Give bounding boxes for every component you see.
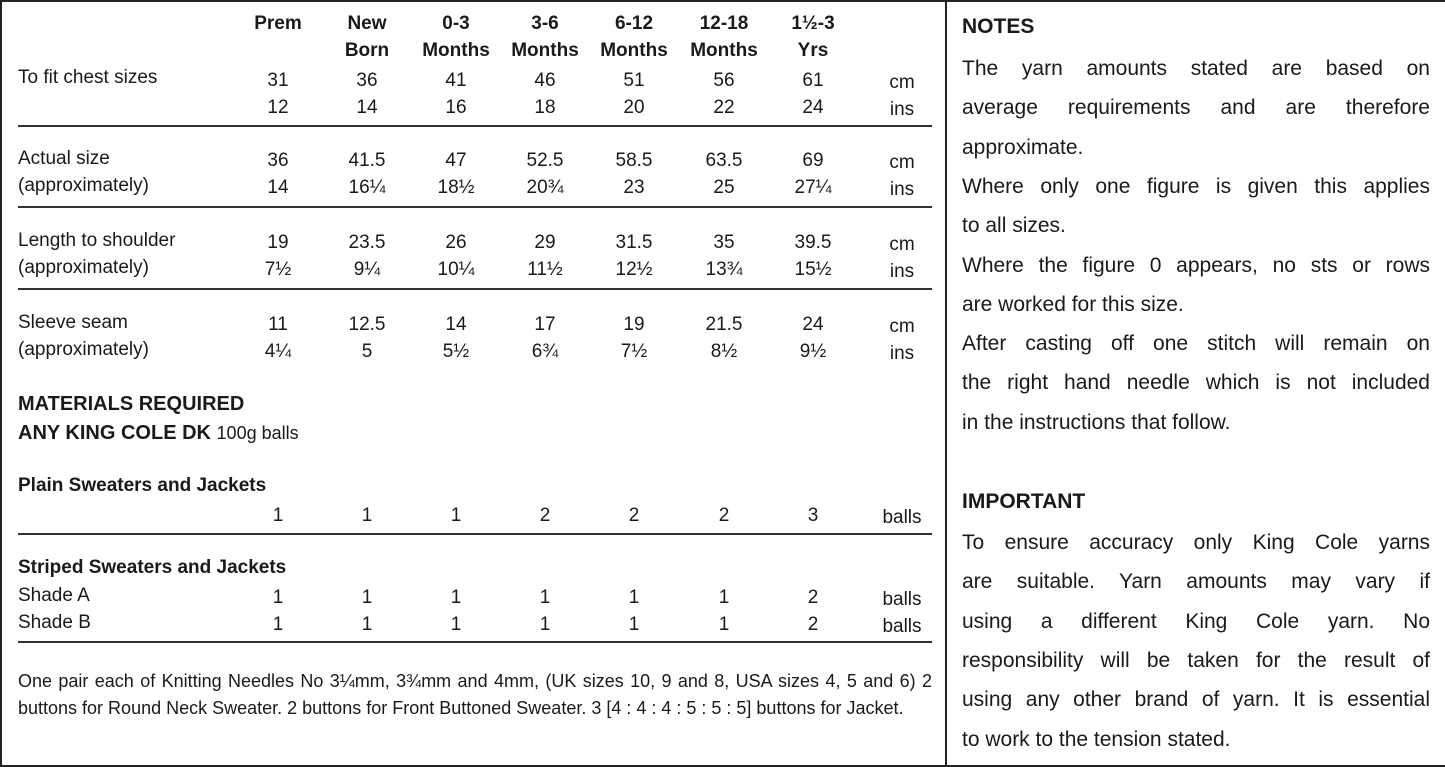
row-divider <box>18 288 932 290</box>
plain-heading: Plain Sweaters and Jackets <box>18 475 267 496</box>
plain-balls: 1 <box>361 505 373 526</box>
cell-ins: 18 <box>534 97 556 118</box>
shade-a-balls: 1 <box>450 587 462 608</box>
unit-cm: cm <box>889 316 915 337</box>
cell-cm: 46 <box>534 70 556 91</box>
cell-ins: 12½ <box>615 259 653 280</box>
cell-cm: 24 <box>802 314 824 335</box>
notes-line: Where the figure 0 appears, no sts or rows <box>962 253 1430 277</box>
cell-ins: 23 <box>623 177 645 198</box>
plain-balls: 2 <box>718 505 730 526</box>
cell-ins: 25 <box>713 177 735 198</box>
size-header-sub: Months <box>690 40 758 61</box>
cell-ins: 18½ <box>437 177 475 198</box>
unit-cm: cm <box>889 152 915 173</box>
cell-cm: 63.5 <box>705 150 743 171</box>
important-line: responsibility will be taken for the result of <box>962 648 1430 672</box>
cell-ins: 13¾ <box>705 259 743 280</box>
plain-balls: 2 <box>628 505 640 526</box>
cell-cm: 19 <box>267 232 289 253</box>
cell-cm: 17 <box>534 314 556 335</box>
cell-ins: 4¼ <box>264 341 292 362</box>
row-label: Sleeve seam <box>18 312 128 333</box>
row-label-sub: (approximately) <box>18 175 149 196</box>
frame-top <box>0 0 1445 2</box>
cell-ins: 20¾ <box>526 177 564 198</box>
cell-cm: 36 <box>267 150 289 171</box>
yarn-name: ANY KING COLE DK <box>18 422 211 444</box>
cell-cm: 12.5 <box>348 314 386 335</box>
important-line: using any other brand of yarn. It is essential <box>962 688 1430 712</box>
unit-ins: ins <box>889 179 915 200</box>
notes-line: The yarn amounts stated are based on <box>962 57 1430 80</box>
important-line: are suitable. Yarn amounts may vary if <box>962 570 1430 594</box>
size-header: 3-6 <box>531 13 559 34</box>
plain-divider <box>18 533 932 535</box>
cell-cm: 69 <box>802 150 824 171</box>
cell-cm: 47 <box>445 150 467 171</box>
shade-a-balls: 1 <box>718 587 730 608</box>
unit-ins: ins <box>889 99 915 120</box>
cell-cm: 11 <box>268 314 288 335</box>
cell-ins: 27¼ <box>794 177 832 198</box>
size-header: 0-3 <box>442 13 470 34</box>
cell-cm: 14 <box>445 314 467 335</box>
unit-cm: cm <box>889 234 915 255</box>
unit-balls: balls <box>882 589 922 610</box>
notes-line: average requirements and are therefore <box>962 96 1430 120</box>
row-label: Actual size <box>18 148 110 169</box>
cell-ins: 7½ <box>264 259 292 280</box>
shade-a-balls: 1 <box>628 587 640 608</box>
row-label: To fit chest sizes <box>18 67 158 88</box>
cell-ins: 24 <box>802 97 824 118</box>
shade-a-balls: 1 <box>539 587 551 608</box>
notes-line: After casting off one stitch will remain on <box>962 332 1430 356</box>
frame-left <box>0 0 2 767</box>
plain-balls: 1 <box>450 505 462 526</box>
cell-cm: 35 <box>713 232 735 253</box>
unit-ins: ins <box>889 261 915 282</box>
cell-cm: 31.5 <box>615 232 653 253</box>
needles-paragraph: One pair each of Knitting Needles No 3¼mm, 3¾mm and 4mm, (UK sizes 10, 9 and 8, USA sizes 4, 5 and 6) 2 buttons for Round Neck Sweater. 2 buttons for Front Buttoned Sweater. 3 [4 : 4 : 4 : 5 : 5 : 5] buttons for Jacket. <box>18 671 932 718</box>
cell-cm: 58.5 <box>615 150 653 171</box>
unit-ins: ins <box>889 343 915 364</box>
unit-cm: cm <box>889 72 915 93</box>
size-header-sub: Months <box>511 40 579 61</box>
cell-ins: 5 <box>361 341 373 362</box>
cell-cm: 51 <box>623 70 645 91</box>
size-header-sub: Yrs <box>797 40 829 61</box>
cell-ins: 15½ <box>794 259 832 280</box>
plain-balls: 3 <box>807 505 819 526</box>
cell-ins: 14 <box>356 97 378 118</box>
shade-a-balls: 1 <box>361 587 373 608</box>
cell-cm: 56 <box>713 70 735 91</box>
cell-ins: 14 <box>267 177 289 198</box>
notes-line: in the instructions that follow. <box>962 410 1231 434</box>
notes-line: the right hand needle which is not included <box>962 371 1430 395</box>
shade-b-balls: 1 <box>272 614 284 635</box>
cell-cm: 36 <box>356 70 378 91</box>
row-divider <box>18 206 932 208</box>
size-header-sub: Months <box>600 40 668 61</box>
striped-divider <box>18 641 932 643</box>
size-header: New <box>347 13 387 34</box>
yarn-weight: 100g balls <box>216 423 299 443</box>
cell-ins: 11½ <box>527 259 563 280</box>
notes-line: approximate. <box>962 135 1084 159</box>
unit-balls: balls <box>882 616 922 637</box>
important-line: to work to the tension stated. <box>962 727 1231 751</box>
shade-b-balls: 2 <box>807 614 819 635</box>
cell-cm: 21.5 <box>705 314 743 335</box>
cell-ins: 8½ <box>710 341 738 362</box>
size-header-sub: Born <box>344 40 390 61</box>
row-label-sub: (approximately) <box>18 257 149 278</box>
yarn-line <box>18 422 299 444</box>
cell-ins: 20 <box>623 97 645 118</box>
shade-a-balls: 1 <box>272 587 284 608</box>
notes-title: NOTES <box>962 15 1035 38</box>
notes-line: to all sizes. <box>962 214 1066 238</box>
cell-ins: 9¼ <box>353 259 381 280</box>
cell-ins: 10¼ <box>437 259 475 280</box>
shade-a-balls: 2 <box>807 587 819 608</box>
size-header: Prem <box>254 13 302 34</box>
cell-cm: 19 <box>623 314 645 335</box>
shade-b-balls: 1 <box>361 614 373 635</box>
cell-ins: 7½ <box>620 341 648 362</box>
striped-heading: Striped Sweaters and Jackets <box>18 557 287 578</box>
important-line: using a different King Cole yarn. No <box>962 609 1430 633</box>
cell-cm: 31 <box>267 70 289 91</box>
cell-ins: 16¼ <box>348 177 386 198</box>
size-header: 1½-3 <box>791 13 835 34</box>
plain-balls: 1 <box>272 505 284 526</box>
shade-a-label: Shade A <box>18 585 90 606</box>
cell-cm: 29 <box>534 232 556 253</box>
cell-cm: 39.5 <box>794 232 832 253</box>
cell-ins: 6¾ <box>531 341 559 362</box>
cell-ins: 5½ <box>442 341 470 362</box>
shade-b-balls: 1 <box>450 614 462 635</box>
materials-heading: MATERIALS REQUIRED <box>18 393 245 415</box>
row-label: Length to shoulder <box>18 230 176 251</box>
shade-b-balls: 1 <box>539 614 551 635</box>
notes-line: are worked for this size. <box>962 292 1184 316</box>
shade-b-balls: 1 <box>628 614 640 635</box>
important-line: To ensure accuracy only King Cole yarns <box>962 531 1430 554</box>
size-header: 6-12 <box>614 13 654 34</box>
cell-cm: 52.5 <box>526 150 564 171</box>
shade-b-balls: 1 <box>718 614 730 635</box>
unit-balls: balls <box>882 507 922 528</box>
cell-ins: 9½ <box>799 341 827 362</box>
cell-cm: 41 <box>445 70 467 91</box>
cell-ins: 16 <box>445 97 467 118</box>
shade-b-label: Shade B <box>18 612 91 633</box>
cell-ins: 12 <box>267 97 289 118</box>
plain-balls: 2 <box>539 505 551 526</box>
important-title: IMPORTANT <box>962 490 1086 513</box>
cell-cm: 41.5 <box>348 150 386 171</box>
cell-cm: 61 <box>802 70 824 91</box>
cell-cm: 26 <box>445 232 467 253</box>
row-label-sub: (approximately) <box>18 339 149 360</box>
cell-ins: 22 <box>713 97 735 118</box>
size-header-sub: Months <box>422 40 490 61</box>
cell-cm: 23.5 <box>348 232 386 253</box>
notes-line: Where only one figure is given this applies <box>962 174 1430 198</box>
size-header: 12-18 <box>699 13 749 34</box>
row-divider <box>18 125 932 127</box>
